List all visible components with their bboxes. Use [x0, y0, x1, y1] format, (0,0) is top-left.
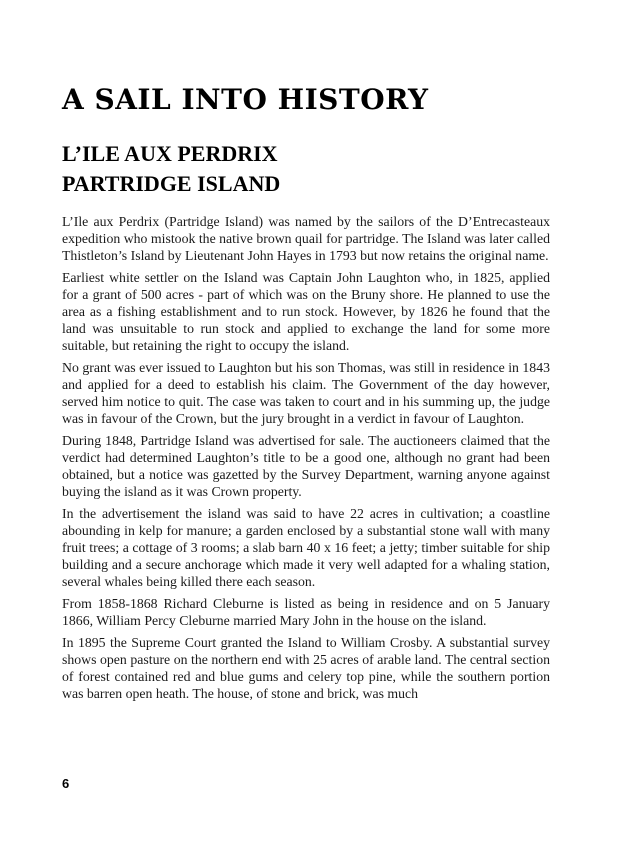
paragraph-2: Earliest white settler on the Island was Captain John Laughton who, in 1825, applied for a grant of 500 acres - part of which was on the Bruny shore. He planned to use the area as a fishing establishment and to run stock. However, by 1826 he found that the land was unsuitable to run stock and applied to exchange the land for some more suitable, but retaining the right to occupy the island.: [62, 270, 550, 353]
paragraph-5: In the advertisement the island was said to have 22 acres in cultivation; a coastline abounding in kelp for manure; a garden enclosed by a substantial stone wall with many fruit trees; a cottage of 3 rooms; a slab barn 40 x 16 feet; a jetty; timber suitable for ship building and a secure anchorage which made it very well adapted for a whaling station, several whales being killed there each season.: [62, 506, 550, 589]
paragraph-3: No grant was ever issued to Laughton but his son Thomas, was still in residence in 1843 and applied for a deed to establish his claim. The Government of the day however, served him notice to quit. The case was taken to court and in his summing up, the judge was in favour of the Crown, but the jury brought in a verdict in favour of Laughton.: [62, 360, 550, 426]
paragraph-7: In 1895 the Supreme Court granted the Island to William Crosby. A substantial survey shows open pasture on the northern end with 25 acres of arable land. The central section of forest contained red and blue gums and celery top pine, while the southern portion was barren open heath. The house, of stone and brick, was much: [62, 635, 550, 701]
paragraph-4: During 1848, Partridge Island was advertised for sale. The auctioneers claimed that the verdict had determined Laughton’s title to be a good one, although no grant had been obtained, but a notice was gazetted by the Survey Department, warning anyone against buying the island as it was Crown property.: [62, 433, 550, 499]
subtitle-english: PARTRIDGE ISLAND: [62, 171, 281, 196]
paragraph-6: From 1858-1868 Richard Cleburne is listed as being in residence and on 5 January 1866, William Percy Cleburne married Mary John in the house on the island.: [62, 596, 550, 628]
page-number: 6: [62, 776, 70, 791]
page-title: A SAIL INTO HISTORY: [62, 83, 429, 116]
body-text: [62, 213, 550, 707]
subtitle-french: L’ILE AUX PERDRIX: [62, 141, 278, 166]
paragraph-1: L’Ile aux Perdrix (Partridge Island) was named by the sailors of the D’Entrecasteaux expedition who mistook the native brown quail for partridge. The Island was later called Thistleton’s Island by Lieutenant John Hayes in 1793 but now retains the original name.: [62, 214, 550, 263]
